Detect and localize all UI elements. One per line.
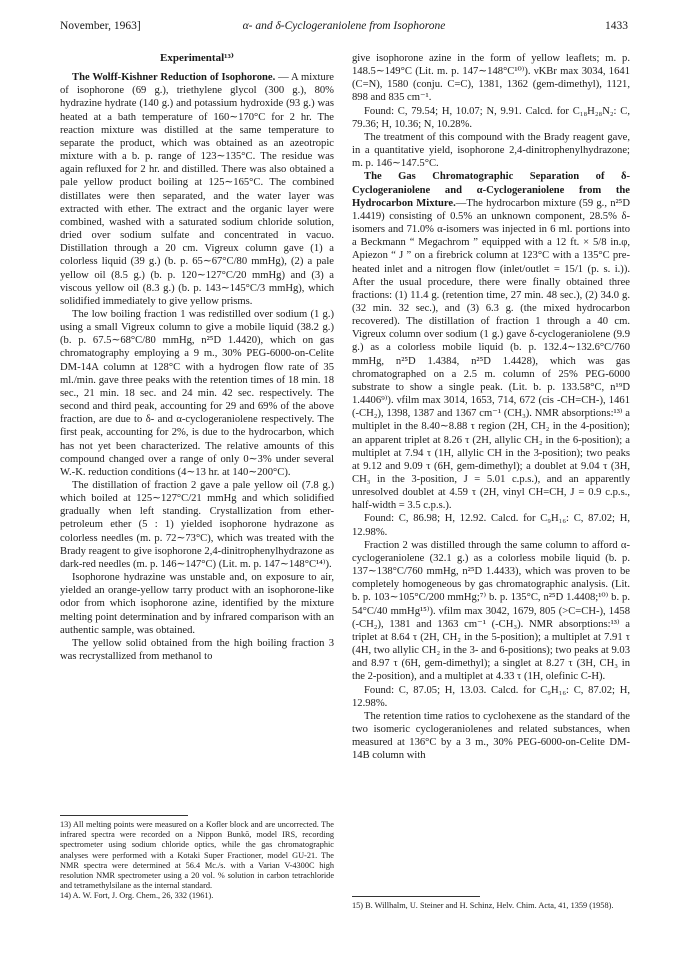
paragraph-text: —The hydrocarbon mixture (59 g., n²⁵D 1.4419) consisting of 0.5% an unknown component, 28.5% δ-isomers and 71.0% α-isomers was injected in 6 ml. portions into a Beckmann “ Megachrom ” equipped with a 12 ft. × 5/8 in.φ, Apiezon “ J ” on a firebrick column at 123°C with a 135°C pre-heated inlet and a nitrogen flow (inlet/outlet = 15/1 (p. s. i.)). After the usual procedure, there were finally obtained three fractions: (1) 11.4 g. (retention time, 27 min. 48 sec.), (2) 34.0 g. (32 min. 32 sec.), and (3) 6.3 g. (the mixed hydrocarbon recovered). The distillation of fraction 1 through a 40 cm. Vigreux column over sodium (1 g.) gave δ-cyclogeraniolene (9.9 g.) as a colorless mobile liquid (b. p. 132.4∼132.6°C/760 mmHg, n²⁵D 1.4384, n²⁵D 1.4428), which was gas chromatographed on a 2.5 m. column of 25% PEG-6000 substrate to show a single peak. (Lit. b. p. 133.58°C, n¹⁹D 1.4406⁹⁾). νfilm max 3014, 1653, 714, 672 (cis -CH=CH-), 1461 (-CH₂), 1398, 1387 and 1367 cm⁻¹ (CH₃). NMR absorptions:¹³⁾ a multiplet in the 8.40∼8.88 τ region (2H, CH₂ in the 4-position); an apparent triplet at 8.26 τ (2H, allylic CH₂ in the 6-position); a multiplet at 7.94 τ (1H, allylic CH in the 3-position); two peaks at 9.12 and 9.09 τ (6H, gem-dimethyl); a doublet at 9.04 τ (3H, CH₃ in the 3-position, J = 5.01 c.p.s.), and an apparently unresolved doublet at 4.59 τ (2H, vinyl CH=CH, J = 0.9 c.p.s., half-width = 3.5 c.p.s.). — [352, 197, 631, 512]
left-column — [60, 52, 334, 663]
paragraph — [60, 571, 334, 637]
paragraph — [352, 710, 630, 763]
paragraph — [352, 52, 630, 105]
paragraph — [60, 637, 334, 663]
paragraph-text: The retention time ratios to cyclohexene as the standard of the two isomeric cyclogeraniolenes and related substances, when measured at 136°C by a 3 m., 30% PEG-6000-on-Celite DM-14B column with — [352, 710, 630, 762]
paragraph-text: The yellow solid obtained from the high boiling fraction 3 was recrystallized from methanol to — [60, 637, 334, 663]
section-heading: Experimental¹³⁾ — [159, 52, 235, 64]
paragraph — [352, 131, 630, 170]
right-column — [352, 52, 630, 762]
paragraph — [352, 512, 630, 538]
paragraph-text: give isophorone azine in the form of yellow leaflets; m. p. 148.5∼149°C (Lit. m. p. 147∼148°C¹⁰⁾). νKBr max 3034, 1641 (C=N), 1580 (conju. C=C), 1381, 1362 (gem-dimethyl), 1121, 898 and 835 cm⁻¹. — [352, 53, 630, 104]
running-title: α- and δ-Cyclogeraniolene from Isophorone — [242, 20, 446, 32]
paragraph-text: — A mixture of isophorone (69 g.), triethylene glycol (300 g.), 80% hydrazine hydrate (140 g.) and potassium hydroxide (93 g.) was heated at a bath temperature of 160∼170°C for 2 hr. The reaction mixture was distilled at the same temperature to separate the product, which was obtained as an azeotropic mixture with a b. p. range of 123∼135°C. The residue was again refluxed for 2 hr. and distilled. There was also obtained a pale yellow product boiling at 125∼165°C. The combined distillates were then separated, and the water layer was extracted with ether. The extract and the organic layer were combined, washed with a saturated sodium chloride solution, dried over sodium sulfate and concentrated in vacuo. Distillation through a 20 cm. Vigreux column gave (1) a colorless liquid (39 g.) (b. p. 65∼67°C/80 mmHg), (2) a pale yellow oil (8.5 g.) (b. p. 120∼127°C/20 mmHg) and (3) a viscous yellow oil (8.3 g.) (b. p. 143∼145°C/3 mmHg), which solidified immediately to give yellow prisms. — [60, 72, 334, 307]
paragraph — [352, 539, 630, 684]
paragraph — [352, 105, 630, 131]
paragraph-text: The treatment of this compound with the Brady reagent gave, in a quantitative yield, isophorone 2,4-dinitrophenylhydrazone; m. p. 146∼147.5°C. — [352, 131, 630, 170]
paragraph-text: Found: C, 86.98; H, 12.92. Calcd. for C₉H₁₆: C, 87.02; H, 12.98%. — [352, 513, 630, 538]
footnote-rule — [352, 896, 480, 897]
footnotes-left — [60, 815, 334, 902]
footnotes-right — [352, 896, 630, 911]
footnote-13: 13) All melting points were measured on a Kofler block and are uncorrected. The infrared spectra were recorded on a Nippon Bunkō, model IRS, recording spectrometer using sodium chloride optics, while the gas chromatographic analyses were performed with a Kotaki Super Fractioner, model GU-21. The NMR spectra were determined at 56.4 Mc./s. with a Varian V-4300C high resolution NMR spectrometer using a 20 vol. % solution in carbon tetrachloride and tetramethylsilane as the internal standard. — [60, 820, 334, 891]
footnote-rule — [60, 815, 188, 816]
page-number: 1433 — [605, 20, 628, 32]
paragraph — [60, 71, 334, 308]
paragraph — [60, 308, 334, 479]
footnote-15: 15) B. Willhalm, U. Steiner and H. Schinz, Helv. Chim. Acta, 41, 1359 (1958). — [352, 901, 614, 910]
paragraph — [352, 170, 630, 512]
paragraph — [60, 479, 334, 571]
run-in-heading: The Gas Chromatographic Separation of δ-Cyclogeraniolene and α-Cyclogeraniolene from the Hydrocarbon Mixture. — [352, 171, 630, 209]
paragraph-text: The low boiling fraction 1 was redistilled over sodium (1 g.) using a small Vigreux column to give a mobile liquid (38.2 g.) (b. p. 67.5∼68°C/80 mmHg, n²⁵D 1.4420), which on gas chromatography employing a 9 m., 30% PEG-6000-on-Celite DM-14A column at 128°C with a hydrogen flow rate of 35 ml./min. gave three peaks with the retention times of 18 min. 18 sec., 21 min. 18 sec. and 24 min. 42 sec. respectively. The second and third peak, accounting for 29 and 69% of the above fraction, are due to δ- and α-cyclogeraniolene respectively. The first peak, accounting for 2%, is due to the hydrocarbon, which has not yet been characterized. The relative amounts of this compound changed over a range of only 0∼3% under several W.-K. reduction conditions (4∼13 hr. at 140∼200°C). — [60, 308, 334, 478]
paragraph — [352, 684, 630, 710]
paragraph-text: The distillation of fraction 2 gave a pale yellow oil (7.8 g.) which boiled at 125∼127°C/21 mmHg and which solidified gradually when left standing. Crystallization from ether-petroleum ether (5 : 1) yielded isophorone hydrazone as colorless needles (m. p. 72∼73°C), which was treated with the Brady reagent to give isophorone 2,4-dinitrophenylhydrazone as dark-red needles (m. p. 146∼147°C) (Lit. m. p. 147∼148°C¹⁴⁾). — [60, 480, 334, 570]
paragraph-text: Isophorone hydrazine was unstable and, on exposure to air, yielded an orange-yellow tarry product with an isophorone-like odor from which isophorone azine, identified by the mixture melting point determination and by infrared comparison with an authentic sample, was obtained. — [60, 572, 334, 636]
header-date: November, 1963] — [60, 20, 141, 32]
footnote-14: 14) A. W. Fort, J. Org. Chem., 26, 332 (1961). — [60, 891, 214, 901]
paragraph-text: Found: C, 87.05; H, 13.03. Calcd. for C₉H₁₆: C, 87.02; H, 12.98%. — [352, 684, 630, 709]
paragraph-text: Fraction 2 was distilled through the same column to afford α-cyclogeraniolene (32.1 g.) as a colorless mobile liquid (b. p. 137∼138°C/760 mmHg, n²⁵D 1.4433), which was proven to be completely homogeneous by gas chromatographic analysis. (Lit. b. p. 103∼105°C/200 mmHg;⁷⁾ b. p. 135°C, n²⁵D 1.4408;¹⁰⁾ b. p. 54°C/40 mmHg¹⁵⁾). νfilm max 3042, 1679, 805 (>C=CH-), 1458 (-CH₂), 1381 and 1363 cm⁻¹ (-CH₃). NMR absorptions:¹³⁾ a triplet at 8.64 τ (2H, CH₂ in the 5-position); a multiplet at 7.91 τ (4H, two allylic CH₂ in the 3- and 6-positions); two peaks at 9.03 and 8.97 τ (6H, gem-dimethyl); a singlet at 8.27 τ (3H, CH₃ in the 2-position), and a multiplet at 4.33 τ (1H, olefinic C-H). — [352, 539, 630, 683]
run-in-heading: The Wolff-Kishner Reduction of Isophorone. — [72, 72, 276, 84]
paragraph-text: Found: C, 79.54; H, 10.07; N, 9.91. Calcd. for C₁₈H₂₈N₂: C, 79.36; H, 10.36; N, 10.28%. — [352, 105, 630, 130]
